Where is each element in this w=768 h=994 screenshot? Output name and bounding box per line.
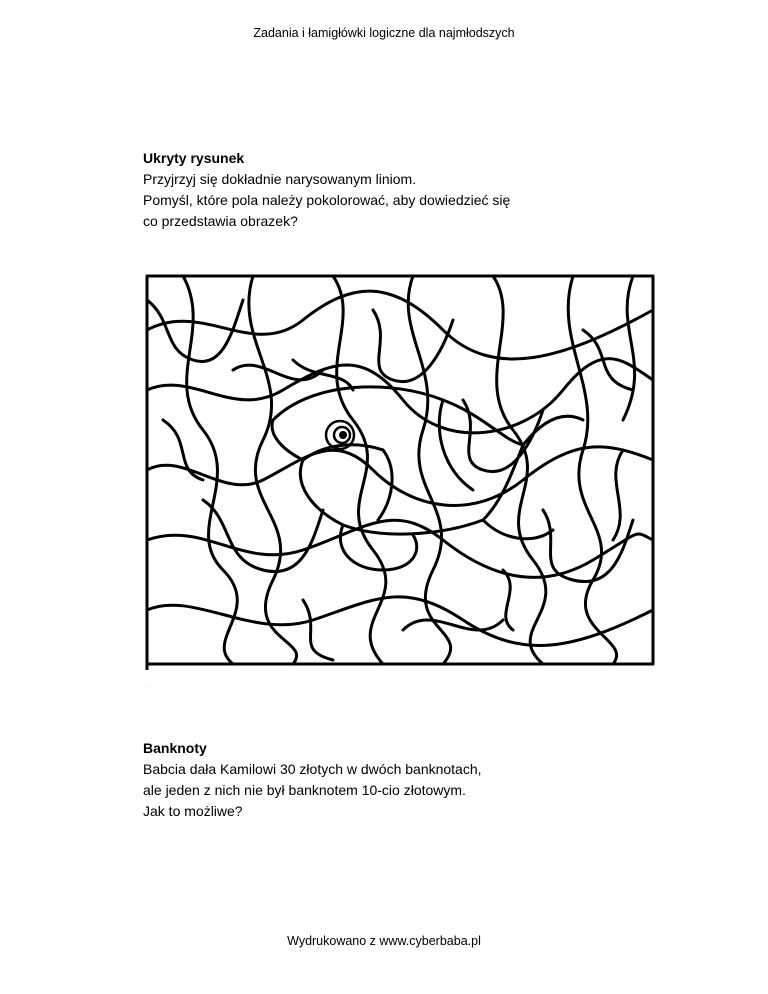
hidden-picture-puzzle — [143, 270, 657, 670]
task-banknotes — [143, 738, 482, 822]
page-header: Zadania i łamigłówki logiczne dla najmłodszych — [253, 26, 515, 40]
task-title: Banknoty — [143, 740, 207, 756]
decorative-dot: · — [146, 684, 148, 690]
task-title: Ukryty rysunek — [143, 150, 245, 166]
task-text-line: ale jeden z nich nie był banknotem 10-cio złotowym. — [143, 782, 466, 798]
task-hidden-picture — [143, 148, 510, 232]
task-text-line: Przyjrzyj się dokładnie narysowanym liniom. — [143, 171, 417, 187]
hidden-fish-line-drawing-icon — [143, 270, 657, 670]
task-text-line: Pomyśl, które pola należy pokolorować, aby dowiedzieć się — [143, 192, 511, 208]
task-text-line: co przedstawia obrazek? — [143, 213, 298, 229]
page-footer: Wydrukowano z www.cyberbaba.pl — [287, 934, 481, 948]
task-text-line: Babcia dała Kamilowi 30 złotych w dwóch banknotach, — [143, 761, 482, 777]
task-text-line: Jak to możliwe? — [143, 803, 243, 819]
